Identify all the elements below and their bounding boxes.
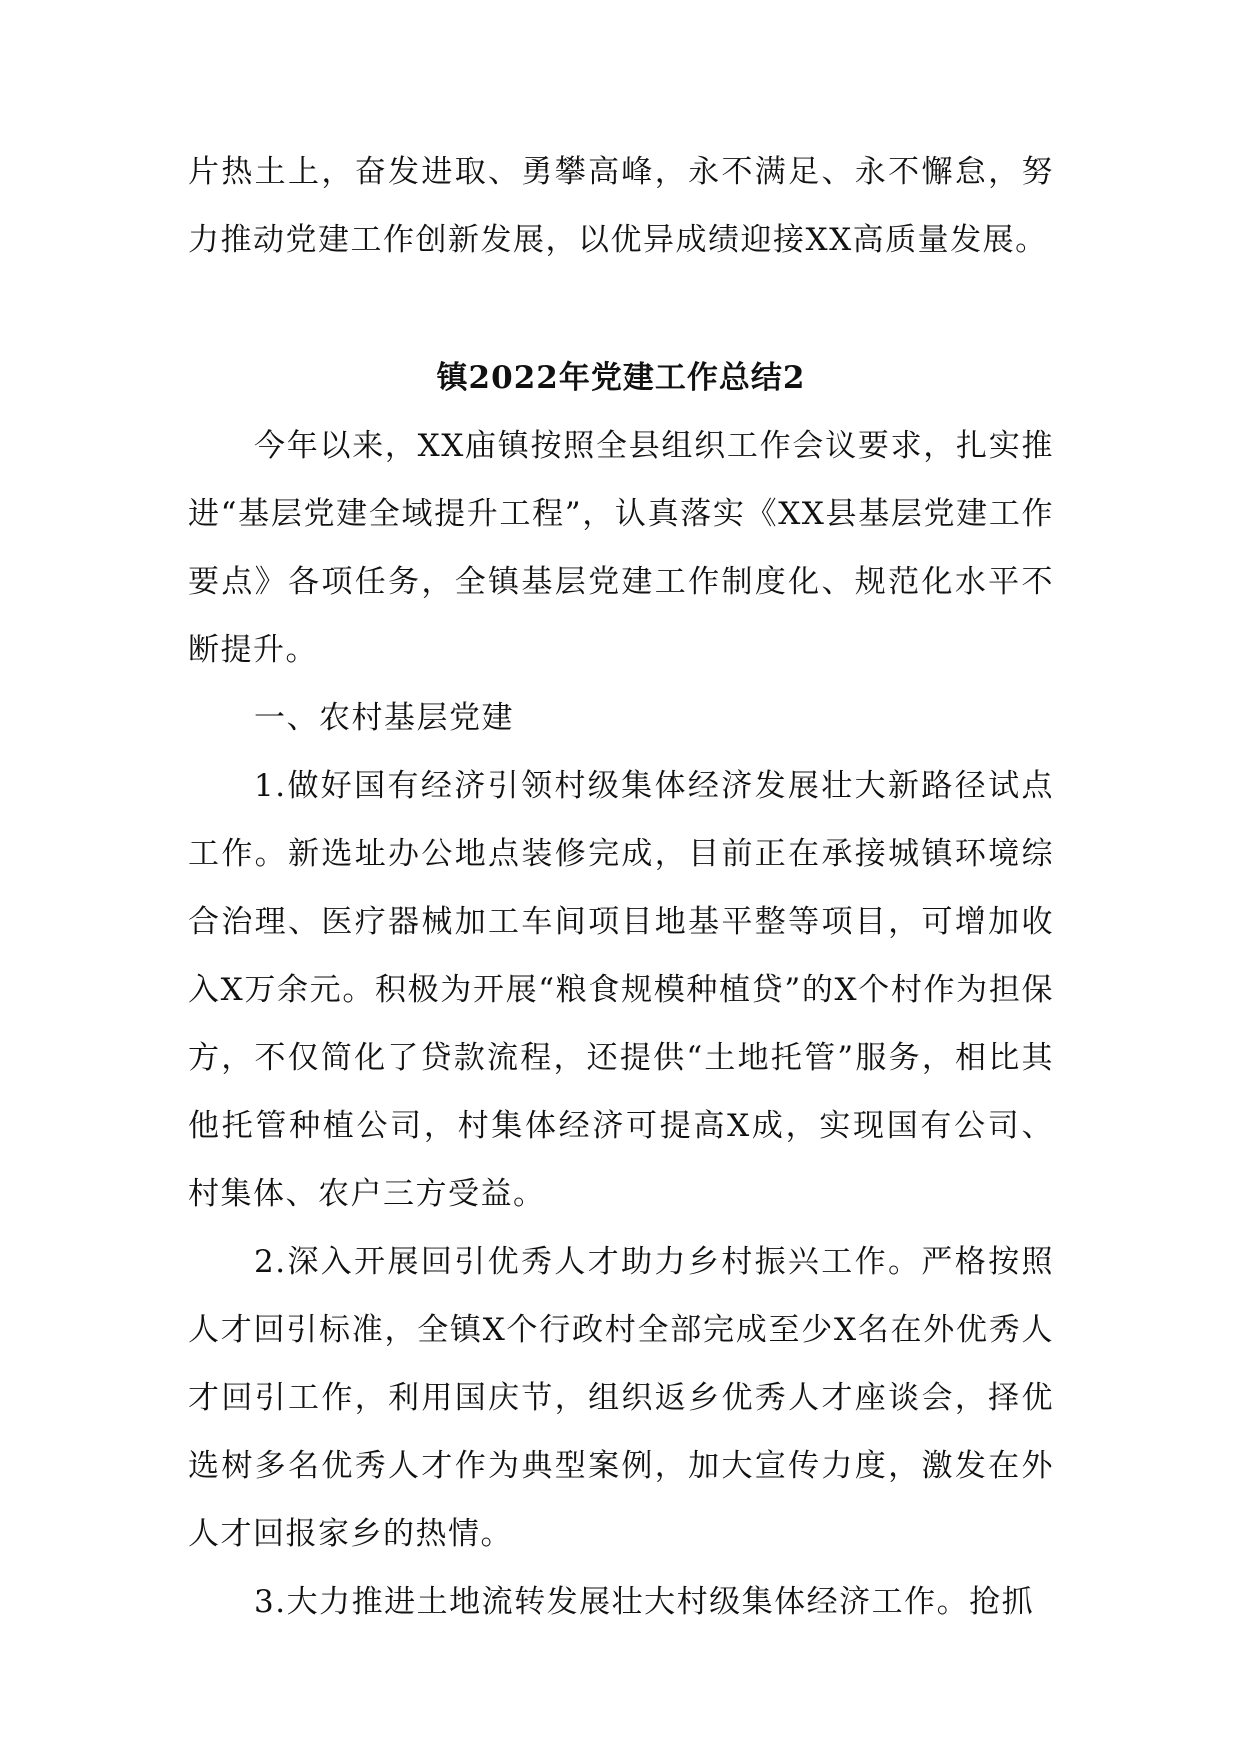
paragraph-overview: 今年以来，XX庙镇按照全县组织工作会议要求，扎实推进“基层党建全域提升工程”，认真落实《XX县基层党建工作要点》各项任务，全镇基层党建工作制度化、规范化水平不断提升。: [188, 428, 1054, 668]
paragraph-item-2: 2.深入开展回引优秀人才助力乡村振兴工作。严格按照人才回引标准，全镇X个行政村全部完成至少X名在外优秀人才回引工作，利用国庆节，组织返乡优秀人才座谈会，择优选树多名优秀人才作为典型案例，加大宣传力度，激发在外人才回报家乡的热情。: [188, 1244, 1054, 1552]
paragraph-item-1: 1.做好国有经济引领村级集体经济发展壮大新路径试点工作。新选址办公地点装修完成，目前正在承接城镇环境综合治理、医疗器械加工车间项目地基平整等项目，可增加收入X万余元。积极为开展“粮食规模种植贷”的X个村作为担保方，不仅简化了贷款流程，还提供“土地托管”服务，相比其他托管种植公司，村集体经济可提高X成，实现国有公司、村集体、农户三方受益。: [188, 768, 1054, 1212]
document-title: 镇2022年党建工作总结2: [436, 360, 806, 396]
section-heading-rural-party-building: 一、农村基层党建: [254, 700, 514, 736]
document-body: [188, 138, 1054, 1636]
intro-paragraph: 片热土上，奋发进取、勇攀高峰，永不满足、永不懈怠，努力推动党建工作创新发展，以优异成绩迎接XX高质量发展。: [188, 154, 1054, 258]
paragraph-item-3: 3.大力推进土地流转发展壮大村级集体经济工作。抢抓: [254, 1584, 1035, 1620]
